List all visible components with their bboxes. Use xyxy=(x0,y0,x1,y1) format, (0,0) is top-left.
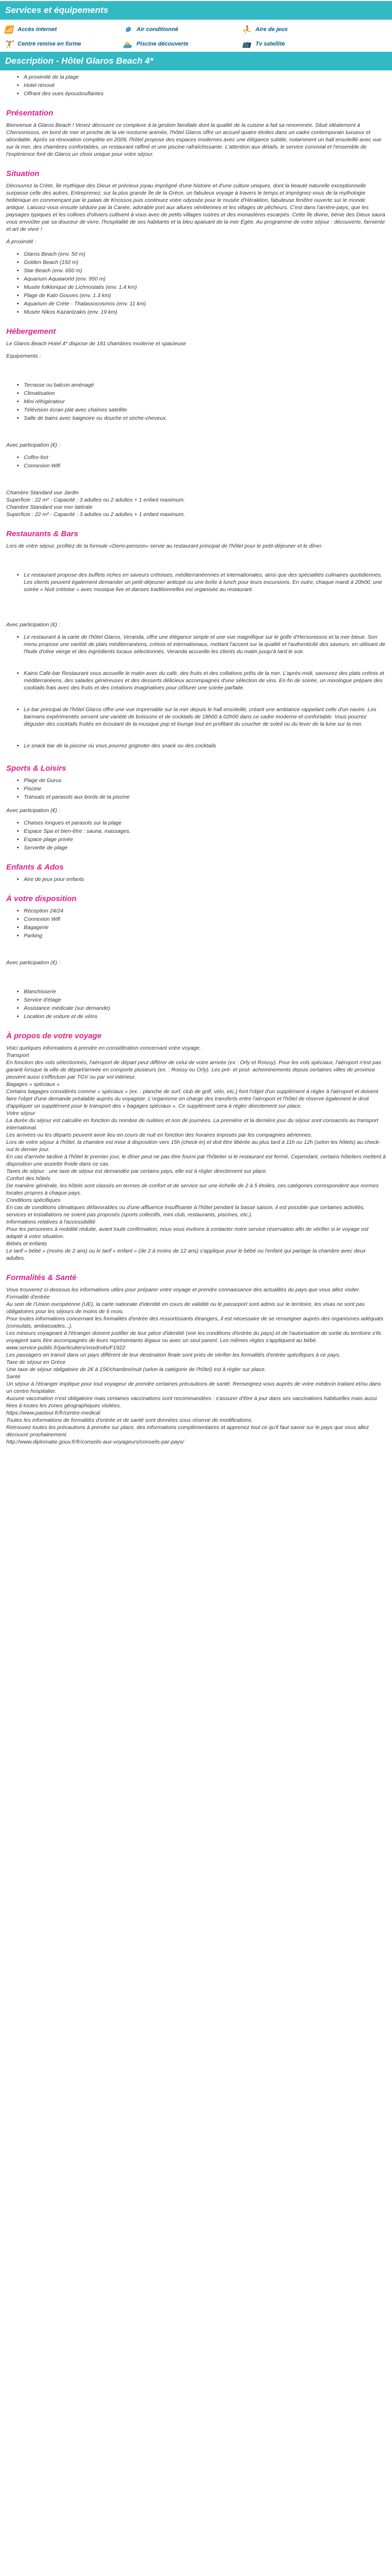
text-line: Formalité d'entrée xyxy=(6,1294,50,1300)
list-item: • Connexion Wifi xyxy=(24,462,386,469)
enfants-list xyxy=(6,876,386,883)
list-item: • Terrasse ou balcon aménagé xyxy=(24,381,386,389)
list-item: • Transats et parasols aux bords de la piscine xyxy=(24,793,386,801)
formalites-text xyxy=(6,1286,386,1446)
text-line: Les passagers en transit dans un pays différent de leur destination finale sont priés de vérifier les formalités d'entrée spécifiques à ce pays. xyxy=(6,1352,341,1358)
sports-paid-list xyxy=(6,819,386,851)
restaurants-title: Restaurants & Bars xyxy=(6,529,79,538)
list-item: • Aquarium de Crète - Thalassocosmos (env. 11 km) xyxy=(24,300,386,307)
text-line: Taxes de séjour : une taxe de séjour est demandée par certains pays, elle est à régler directement sur place. xyxy=(6,1168,268,1174)
room-paid-list xyxy=(6,454,386,469)
equipment-label: Piscine découverte xyxy=(137,41,189,47)
equipment-item xyxy=(4,25,123,34)
list-item: • Piscine xyxy=(24,785,386,792)
room-equipment-list xyxy=(6,381,386,422)
list-item: • Aquarium Aquaworld (env. 950 m) xyxy=(24,275,386,283)
text-line: De manière générale, les hôtels sont classés en termes de confort et de service sur une échelle de 2 à 5 étoiles, ces catégories correspondent aux normes locales propres à chaque pays. xyxy=(6,1183,379,1196)
snowflake-icon: ❄ xyxy=(125,25,131,34)
text-line: Retrouvez toutes les précautions à prendre sur place, des informations complémentaires et apprenez tout ce qu'il faut savoir sur le pays que vous allez découvrir prochainement. xyxy=(6,1424,369,1438)
equipment-item xyxy=(123,25,242,34)
text-line: Superficie : 22 m² - Capacité : 3 adultes ou 2 adultes + 1 enfant maximum. xyxy=(6,511,185,518)
proximity-label: À proximité : xyxy=(6,239,37,245)
avec-participation-label: Avec participation (€) : xyxy=(6,442,61,448)
description-section xyxy=(0,73,392,1446)
restaurants-paid-label: Avec participation (€) : xyxy=(6,622,61,628)
text-line: Votre séjour xyxy=(6,1110,36,1116)
list-item: • Golden Beach (150 m) xyxy=(24,259,386,266)
text-line: Chambre Standard vue mer latérale xyxy=(6,504,93,510)
equipment-label: Tv satellite xyxy=(255,41,285,47)
text-line: Informations relatives à l'accessibilité xyxy=(6,1219,96,1225)
text-line: En fonction des vols sélectionnés, l'aéroport de départ peut différer de celui de votre arrivée (ex : Orly et Roissy). Pour les vols spéciaux, l'aéroport n'est pas garanti lorsque la ville de départ/arrivée en comporte plusieurs (ex. : Roissy ou Orly). Les pré- et post- acheminements depuis certaines villes de province peuvent aussi s'effectuer par TGV ou par vol intérieur. xyxy=(6,1059,382,1080)
list-item: • Mini réfrigérateur xyxy=(24,398,386,405)
list-item: • Espace plage privée xyxy=(24,836,386,843)
hebergement-title: Hébergement xyxy=(6,327,56,336)
list-item: • Le bar principal de l'hôtel Glaros offre une vue imprenable sur la mer depuis le hall ensoleillé, créant une ambiance rappelant celle d'un navire. Les barmans expérimentés servent une variété de boissons et de cocktails de 18h00 à 02h00 dans ce cadre moderne et confortable. Vous pourrez déguster des cocktails fruités en écoutant de la musique pop et lounge tout en profitant du coucher de soleil ou du lever de la lune sur la mer. xyxy=(24,706,386,728)
list-item: • Le restaurant propose des buffets riches en saveurs crétoises, méditerranéennes et internationales, ainsi que des spécialités culinaires quotidiennes. Les clients peuvent également demander un petit-déjeuner anticipé ou une boîte à lunch pour leurs excursions. En outre, chaque mardi à 20h00, une soirée « Nuit crétoise » avec musique live et danses traditionnelles est organisée au restaurant. xyxy=(24,571,386,593)
restaurants-paid-list xyxy=(6,634,386,749)
presentation-text: Bienvenue à Glaros Beach ! Venez découvrir ce complexe à la gestion familiale dont la qualité de la cuisine a fait sa renommée. Situé idéalement à Chersonissos, en bord de mer et proche de la vie nocturne animée, l'hôtel Glaros offre un accueil quatre étoiles dans un cadre contemporain luxueux et abordable. Après sa rénovation complète en 2009, l'hôtel propose des espaces modernes avec une élégance subtile, notamment un hall ensoleillé avec vue sur la mer, des chambres confortables, un restaurant raffiné et une piscine rafraîchissante. L'attention aux détails, le service convivial et l'ensemble de l'expérience font de Glaros un choix unique pour votre séjour. xyxy=(6,122,382,157)
text-line: Un séjour à l'étranger implique pour tout voyageur de prendre certaines précautions de santé. Renseignez-vous auprès de votre médecin traitant et/ou dans un centre hospitalier. xyxy=(6,1381,381,1394)
list-item: • Le snack bar de la piscine où vous pourrez grignoter des snack ou des cocktails xyxy=(24,742,386,749)
list-item: • Connexion Wifi xyxy=(24,916,386,923)
situation-text: Découvrez la Crète, île mythique des Dieux et précieux joyau imprégné d'une histoire et d'une culture uniques, dont la beauté naturelle exceptionnelle surpasse celle des autres. Entreprenez, sur la plus grande île de la Grèce, un fabuleux voyage à travers le temps et imprégnez-vous de la mythologie hellénique en commençant par le palais de Knossos puis continuez votre odyssée pour le musée d'Héraklion, fabuleuse fenêtre ouverte sur le monde antique. Laissez-vous ensuite séduire par la Canée, adorable port aux allures vénitiennes et les villages de pêcheurs. C'est dans l'arrière-pays, que les paysages typiques et les collines d'oliviers cultivent à vous avec de petits villages rustres et des monastères escarpés. Cette île divine, bénie des Dieux saura vous envoûter par sa douceur de vivre, l'hospitalité de ses habitants et la bleu apaisant de la mer Égée. Au programme de votre séjour : découverte, farniente et art de vivre ! xyxy=(6,183,385,232)
restaurants-text: Lors de votre séjour, profitez de la formule «Demi-pension» servie au restaurant principal de l'hôtel pour le petit-déjeuner et le dîner. xyxy=(6,543,323,549)
text-line: Pour les personnes à mobilité réduite, avant toute confirmation, nous vous invitons à contacter notre service réservation afin de vérifier si le voyage est adapté à votre situation. xyxy=(6,1226,369,1240)
list-item: • Télévision écran plat avec chaînes satellite xyxy=(24,406,386,414)
text-line: Une taxe de séjour obligatoire de 2€ à 15€/chambre/nuit (selon la catégorie de l'hôtel) est à régler sur place. xyxy=(6,1366,266,1373)
text-line: Voici quelques informations à prendre en considération concernant votre voyage. xyxy=(6,1045,201,1051)
tv-icon: 📺 xyxy=(242,39,251,48)
equipment-label: Centre remise en forme xyxy=(18,41,81,47)
list-item: • Assistance médicale (sur demande) xyxy=(24,1005,386,1012)
text-line: Certains bagages considérés comme « spéciaux » (ex. : planche de surf, club de golf, vélo, etc.) font l'objet d'un supplément à régler à l'aéroport et doivent faire l'objet d'une demande préalable auprès du voyagiste. L'organisme en charge des transferts entre l'aéroport et l'hôtel de réserve également le droit d'appliquer un supplément pour le transport des « bagages spéciaux ». Ce supplément sera à régler directement sur place. xyxy=(6,1088,379,1109)
sports-paid-label: Avec participation (€) : xyxy=(6,807,61,814)
equipements-label: Equipements : xyxy=(6,353,41,359)
list-item: • Blanchisserie xyxy=(24,988,386,995)
text-line: Le tarif « bébé » (moins de 2 ans) ou le tarif « enfant » (de 2 à moins de 12 ans) s'applique pour le bébé ou l'enfant qui partage la chambre avec deux adultes. xyxy=(6,1248,366,1261)
fitness-icon: 🏋 xyxy=(4,39,13,48)
text-line: Pour toutes informations concernant les formalités d'entrée des ressortissants étrangers, il est nécessaire de se renseigner auprès des organismes adéquats (consulats, ambassades...). xyxy=(6,1316,384,1329)
text-line: http://www.diplomatie.gouv.fr/fr/conseils-aux-voyageurs/conseils-par-pays/ xyxy=(6,1439,184,1445)
pool-icon: 🏊 xyxy=(123,39,132,48)
text-line: Taxe de séjour en Grèce xyxy=(6,1359,66,1365)
text-line: En cas de conditions climatiques défavorables ou d'une affluence insuffisante à l'hôtel pendant la basse saison, il est possible que certaines activités, services et installations ne soient pas proposés (sports collectifs, mini club, restaurants, piscines, etc.). xyxy=(6,1204,365,1218)
formalites-title: Formalités & Santé xyxy=(6,1273,77,1282)
situation-title: Situation xyxy=(6,169,40,178)
wifi-icon: 📶 xyxy=(4,25,13,34)
text-line: Les arrivées ou les départs peuvent avoir lieu en cours de nuit en fonction des horaires imposés par les compagnies aériennes. xyxy=(6,1132,312,1138)
presentation-title: Présentation xyxy=(6,109,53,117)
list-item: • Le restaurant à la carte de l'hôtel Glaros, Veranda, offre une élégance simple et une vue magnifique sur le golfe d'Hersonissos et la mer bleue. Son menu propose une variété de plats méditerranéens, crétois et internationaux, mettant l'accent sur la qualité et l'authenticité des saveurs, en utilisant de l'huile d'olive vierge et des ingrédients locaux sélectionnés. Veranda accueille les clients du matin jusqu'à tard le soir. xyxy=(24,634,386,655)
list-item: • Espace Spa et bien-être : sauna, massages. xyxy=(24,828,386,835)
list-item: • A proximité de la plage xyxy=(24,73,386,81)
dispo-list xyxy=(6,907,386,939)
list-item: • Serviette de plage xyxy=(24,844,386,851)
text-line: Santé xyxy=(6,1374,21,1380)
text-line: Bébés et enfants xyxy=(6,1241,47,1247)
text-line: https://www.pasteur.fr/fr/centre-medical xyxy=(6,1410,100,1416)
equipment-label: Aire de jeux xyxy=(255,26,288,33)
equipment-item xyxy=(242,39,361,49)
list-item: • Réception 24/24 xyxy=(24,907,386,915)
list-item: • Service d'étage xyxy=(24,996,386,1004)
list-item: • Hotel rénové xyxy=(24,82,386,89)
list-item: • Bagagerie xyxy=(24,924,386,931)
list-item: • Location de voiture et de vélos xyxy=(24,1013,386,1020)
list-item: • Musée folklorique de Lichnostatis (env. 1.4 km) xyxy=(24,284,386,291)
proximity-list xyxy=(6,251,386,316)
text-line: La durée du séjour est calculée en fonction du nombre de nuitées et non de journées. La première et la dernière jour du séjour sont consacrés au transport international. xyxy=(6,1117,379,1131)
voyage-title: À propos de votre voyage xyxy=(6,1032,102,1040)
sports-title: Sports & Loisirs xyxy=(6,764,66,773)
intro-list xyxy=(6,73,386,97)
list-item: • Musée Nikos Kazantzakis (env. 19 km) xyxy=(24,308,386,316)
text-line: Superficie : 22 m² - Capacité : 3 adultes ou 2 adultes + 1 enfant maximum. xyxy=(6,497,185,503)
restaurants-main-list xyxy=(6,571,386,593)
text-line: Aucune vaccination n'est obligatoire mais certaines vaccinations sont recommandées : s'assurer d'être à jour dans ses vaccinations habituelles mais aussi liées à toutes les zones géographiques visitées. xyxy=(6,1395,377,1409)
text-line: Lors de votre séjour à l'hôtel, la chambre est mise à disposition vers 15h (check-in) et doit être libérée au plus tard à 11h ou 12h (selon les hôtels) au check-out le dernier jour. xyxy=(6,1139,381,1153)
voyage-text xyxy=(6,1044,386,1262)
list-item: • Plage de Kato Gouves (env. 1.3 km) xyxy=(24,292,386,299)
text-line: Chambre Standard vue Jardin xyxy=(6,490,79,496)
room-types xyxy=(6,489,386,518)
text-line: www.service-public.fr/particuliers/vosdroits/F1922 xyxy=(6,1345,125,1351)
list-item: • Kairoi Café-bar Restaurant vous accueille le matin avec du café, des fruits et des collations prêts de la mer. L'après-midi, savourez des plats crétois et méditerranéens, des salades généreuses et des desserts délicieux accompagnés d'une sélection de vins. En fin de soirée, un mixologue prépare des cocktails frais avec des fruits et des créations imaginatives pour clôturer une soirée parfaite. xyxy=(24,670,386,691)
list-item: • Chaises longues et parasols sur la plage xyxy=(24,819,386,827)
text-line: Transport xyxy=(6,1052,29,1058)
equipment-item xyxy=(242,25,361,34)
playground-icon: ⛹ xyxy=(242,25,251,34)
list-item: • Aire de jeux pour enfants xyxy=(24,876,386,883)
equipments-grid xyxy=(0,20,392,52)
equipment-label: Air conditionné xyxy=(137,26,178,33)
text-line: Vous trouverez ci-dessous les informations utiles pour préparer votre voyage et prendre connaissance des actualités du pays que vous allez visiter. xyxy=(6,1287,360,1293)
text-line: Bagages « spéciaux » xyxy=(6,1081,60,1087)
enfants-title: Enfants & Ados xyxy=(6,863,64,872)
text-line: Les mineurs voyageant à l'étranger doivent justifier de leur pièce d'identité (voir les conditions d'entrée du pays) et de l'autorisation de sortie du territoire s'ils voyagent sans être accompagnés de leurs représentants légaux ou avec un seul parent. Les mêmes règles s'appliquent au bébé. xyxy=(6,1330,381,1344)
text-line: Confort des hôtels xyxy=(6,1175,51,1182)
text-line: Au sein de l'Union européenne (UE), la carte nationale d'identité en cours de validité ou le passeport sont admis sur le territoire, les visas ne sont pas obligatoires pour les séjours de moins de 6 mois. xyxy=(6,1301,365,1315)
equipments-title: Services et équipements xyxy=(0,1,392,20)
list-item: • Salle de bains avec baignoire ou douche et sèche-cheveux. xyxy=(24,415,386,422)
list-item: • Star Beach (env. 650 m) xyxy=(24,267,386,274)
sports-list xyxy=(6,777,386,801)
description-title: Description - Hôtel Glaros Beach 4* xyxy=(0,52,392,70)
text-line: Conditions spécifiques xyxy=(6,1197,61,1203)
equipment-item xyxy=(4,39,123,49)
text-line: En cas d'arrivée tardive à l'hôtel le premier jour, le dîner peut ne pas être fourni par l'hôtelier si le restaurant est fermé. Cependant, certains hôteliers mettent à disposition une assiette froide dans ce cas. xyxy=(6,1154,386,1167)
dispo-paid-list xyxy=(6,988,386,1020)
list-item: • Climatisation xyxy=(24,390,386,397)
text-line: Toutes les informations de formalités d'entrée et de santé sont données sous réserve de modifications. xyxy=(6,1417,253,1423)
equipment-item xyxy=(123,39,242,49)
list-item: • Coffre-fort xyxy=(24,454,386,461)
list-item: • Glaros Beach (env. 50 m) xyxy=(24,251,386,258)
dispo-title: À votre disposition xyxy=(6,894,77,903)
dispo-paid-label: Avec participation (€) : xyxy=(6,960,61,966)
list-item: • Offrant des vues époustouflantes xyxy=(24,90,386,97)
equipment-label: Accès internet xyxy=(18,26,57,33)
list-item: • Parking xyxy=(24,932,386,939)
list-item: • Plage de Gurus xyxy=(24,777,386,784)
hebergement-text: Le Glaros Beach Hotel 4* dispose de 181 chambres moderne et spacieuse xyxy=(6,341,186,347)
